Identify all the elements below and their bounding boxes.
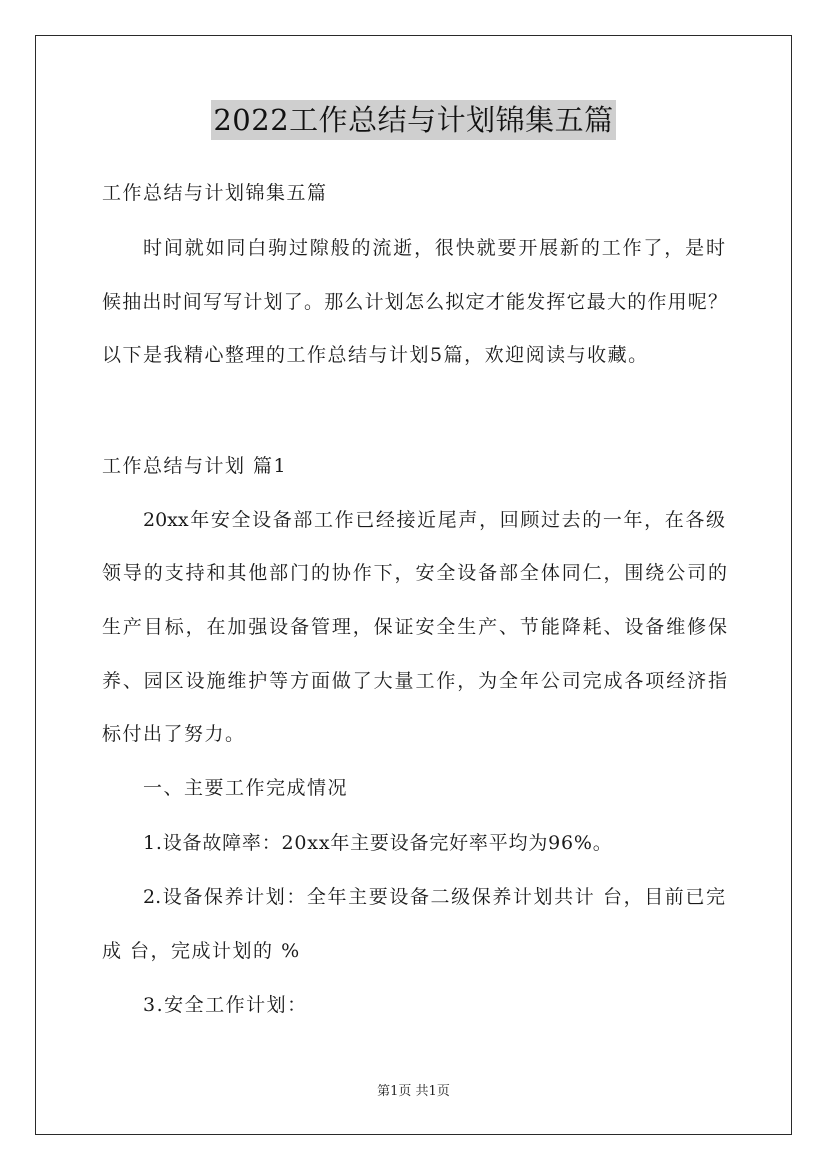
section-para-line-1: 20xx年安全设备部工作已经接近尾声，回顾过去的一年，在各级 xyxy=(143,509,725,531)
item-3: 3.安全工作计划： xyxy=(143,994,308,1016)
item-2-line-2: 成 台，完成计划的 % xyxy=(102,940,301,962)
item-2-line-1: 2.设备保养计划：全年主要设备二级保养计划共计 台，目前已完 xyxy=(143,886,725,908)
document-subtitle: 工作总结与计划锦集五篇 xyxy=(102,182,328,204)
intro-line-3: 以下是我精心整理的工作总结与计划5篇，欢迎阅读与收藏。 xyxy=(102,344,649,366)
intro-line-2: 候抽出时间写写计划了。那么计划怎么拟定才能发挥它最大的作用呢？ xyxy=(102,291,727,313)
item-heading: 一、主要工作完成情况 xyxy=(143,777,349,799)
section-para-line-2: 领导的支持和其他部门的协作下，安全设备部全体同仁，围绕公司的 xyxy=(102,562,727,584)
intro-line-1: 时间就如同白驹过隙般的流逝，很快就要开展新的工作了，是时 xyxy=(143,237,725,259)
section-para-line-3: 生产目标，在加强设备管理，保证安全生产、节能降耗、设备维修保 xyxy=(102,616,727,638)
section-para-line-5: 标付出了努力。 xyxy=(102,723,246,745)
section-para-line-4: 养、园区设施维护等方面做了大量工作，为全年公司完成各项经济指 xyxy=(102,670,727,692)
document-title: 2022工作总结与计划锦集五篇 xyxy=(211,100,615,140)
section-heading: 工作总结与计划 篇1 xyxy=(102,455,288,477)
item-1: 1.设备故障率：20xx年主要设备完好率平均为96%。 xyxy=(143,832,613,854)
page-footer: 第1页 共1页 xyxy=(377,1084,450,1099)
title-container xyxy=(0,100,827,140)
